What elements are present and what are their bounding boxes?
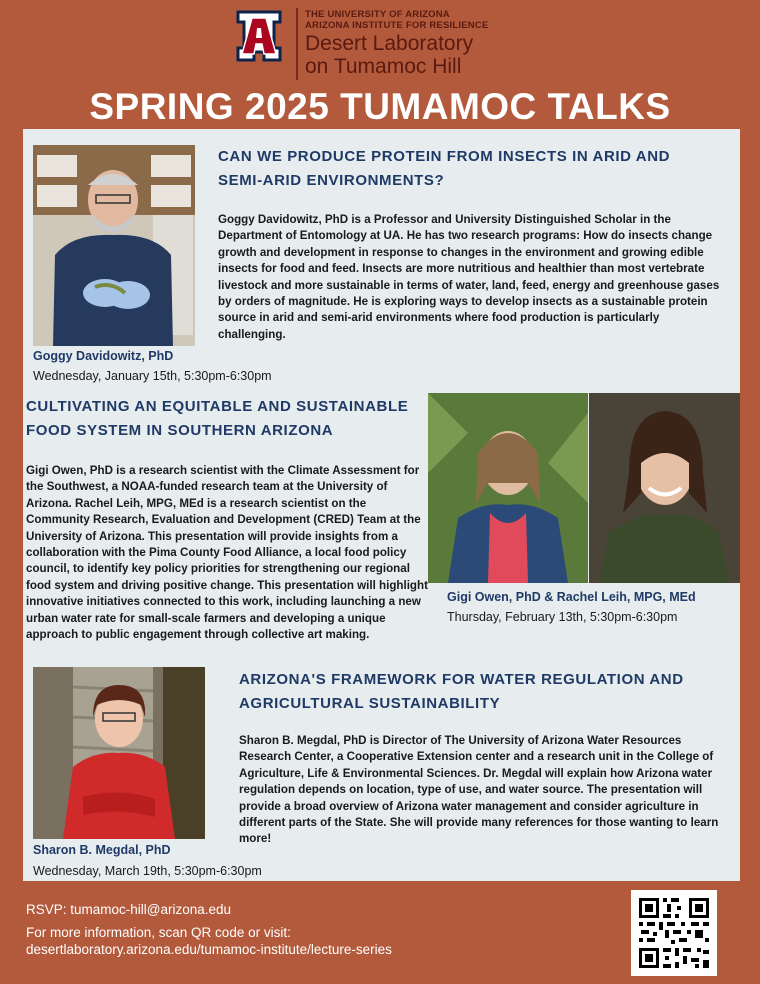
talk-2-description: Gigi Owen, PhD is a research scientist with the Climate Assessment for the Southwest, a NOAA-funded research team at the University of Arizona. Rachel Leih, MPG, MEd is a research scientist on the Community Research, Evaluation and Development (CRED) Team at the University of Arizona. This presentation will provide insights from a collaboration with the Pima County Food Alliance, a local food policy council, to identify key policy priorities for strengthening our regional food system and driving positive change. This presentation will highlight innovative initiatives connected to this work, including launching a new urban water rate for small-scale farmers and developing a unique approach to public engagement through collective art making. <box>26 464 428 642</box>
institute-name: ARIZONA INSTITUTE FOR RESILIENCE <box>305 20 489 31</box>
talk-2-date: Thursday, February 13th, 5:30pm-6:30pm <box>447 610 678 624</box>
lab-name-line2: on Tumamoc Hill <box>305 55 462 78</box>
qr-code[interactable] <box>631 890 717 976</box>
talk-2-heading: CULTIVATING AN EQUITABLE AND SUSTAINABLE FOOD SYSTEM IN SOUTHERN ARIZONA <box>26 398 409 439</box>
talk-3-description: Sharon B. Megdal, PhD is Director of The University of Arizona Water Resources Research Center, a Cooperative Extension center and a research unit in the College of Agriculture, Life & Environmental Sciences. Dr. Megdal will explain how Arizona water regulation depends on location, type of use, and water source. The presentation will provide a broad overview of Arizona water management and consider agriculture in different parts of the State. She will provide many references for those wanting to learn more! <box>239 734 719 846</box>
university-logo[interactable] <box>232 8 286 64</box>
speaker-photo-owen <box>428 393 588 583</box>
talk-1-description: Goggy Davidowitz, PhD is a Professor and University Distinguished Scholar in the Department of Entomology at UA. He has two research programs: How do insects change growth and development in response to changes in the environment and growing edible insects for food and feed. Insects are more nutritious and healthier than most vertebrate livestock and more sustainable in terms of water, land, feed, energy and greenhouse gases by orders of magnitude. He is exploring ways to develop insects as a sustainable protein source in arid and semi-arid environments where food production is particularly challenging. <box>218 213 720 341</box>
speaker-photo-davidowitz <box>33 145 195 346</box>
talk-1-heading: CAN WE PRODUCE PROTEIN FROM INSECTS IN ARID AND SEMI-ARID ENVIRONMENTS? <box>218 148 671 189</box>
talk-3-speaker: Sharon B. Megdal, PhD <box>33 843 171 857</box>
speaker-photo-megdal <box>33 667 205 839</box>
speaker-photo-leih <box>589 393 740 583</box>
institution-name: THE UNIVERSITY OF ARIZONA <box>305 9 450 20</box>
talk-1-speaker: Goggy Davidowitz, PhD <box>33 349 174 363</box>
page-title: SPRING 2025 TUMAMOC TALKS <box>89 86 671 127</box>
talk-3-date: Wednesday, March 19th, 5:30pm-6:30pm <box>33 864 262 878</box>
lab-name-line1: Desert Laboratory <box>305 32 474 55</box>
lecture-series-link[interactable]: desertlaboratory.arizona.edu/tumamoc-institute/lecture-series <box>26 942 392 957</box>
talk-3-heading: ARIZONA'S FRAMEWORK FOR WATER REGULATION AND AGRICULTURAL SUSTAINABILITY <box>239 671 684 712</box>
talk-2-speaker: Gigi Owen, PhD & Rachel Leih, MPG, MEd <box>447 590 696 604</box>
header-divider <box>296 8 298 80</box>
talk-1-date: Wednesday, January 15th, 5:30pm-6:30pm <box>33 369 272 383</box>
rsvp-email[interactable]: RSVP: tumamoc-hill@arizona.edu <box>26 902 232 917</box>
more-info-text: For more information, scan QR code or visit: <box>26 925 291 940</box>
header <box>0 0 760 85</box>
